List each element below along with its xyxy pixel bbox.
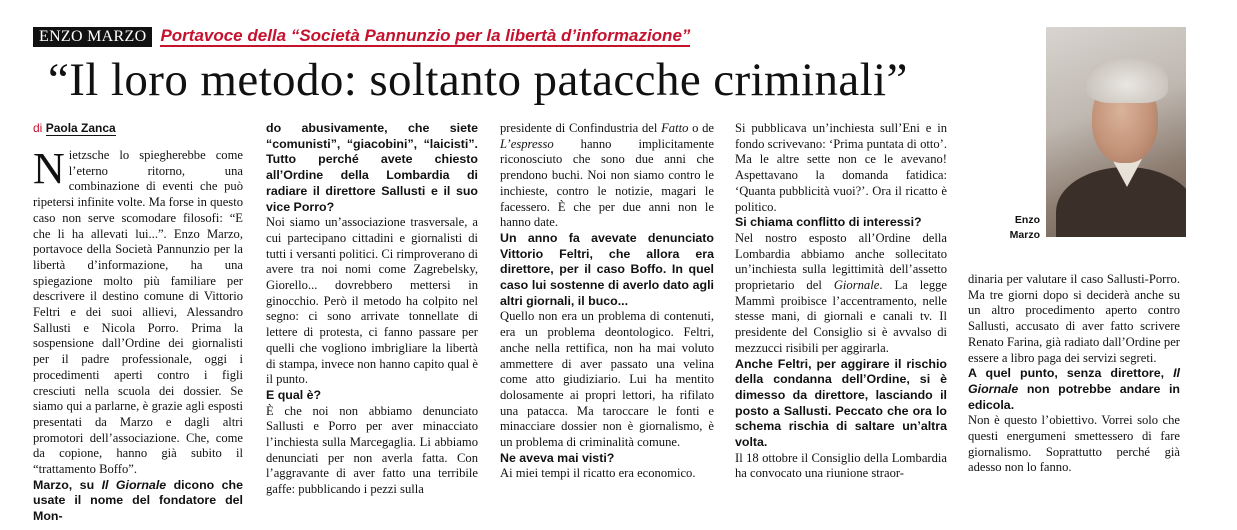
question: do abusivamente, che siete “comunisti”, “giacobini”, “laicisti”. Tutto perché avete chiesto all’Ordine della Lombardia di radiare il direttore Sallusti e il suo vice Porro? xyxy=(266,121,478,214)
question: Un anno fa avevate denunciato Vittorio Feltri, che allora era direttore, per il caso Boffo. In quel caso lui sostenne di averlo dato agli altri giornali, il buco... xyxy=(500,230,714,308)
answer: dinaria per valutare il caso Sallusti-Porro. Ma tre giorni dopo si deciderà anche su un altro procedimento aperto contro Sallusti, accusato di aver fatto scrivere Renato Farina, già radiato dall’Ordine per essere a libro paga dei servizi segreti. xyxy=(968,272,1180,365)
answer: presidente di Confindustria del Fatto o de L’espresso hanno implicitamente riconosciuto che sono due anni che prendono buchi. Noi non siamo contro le inchieste, contro le notizie, magari le facessero. È che per due anni non le hanno date. xyxy=(500,121,714,230)
article-column-2 xyxy=(266,121,478,498)
article-column-5 xyxy=(968,272,1180,476)
question: Marzo, su Il Giornale dicono che usate il nome del fondatore del Mon- xyxy=(33,477,243,524)
answer: Noi siamo un’associazione trasversale, a cui partecipano cittadini e giornalisti di tutti i versanti politici. Ci rimproverano di avere tra noi nomi come Zagrebelsky, Giorello... dovrebbero mettersi in ginocchio. Però il metodo ha colpito nel segno: ci sono arrivate tonnellate di lettere di protesta, ci fanno passare per quelli che vogliono imbrigliare la libertà di stampa, invece non hanno capito qual è il punto. xyxy=(266,215,478,387)
question: E qual è? xyxy=(266,387,322,402)
answer: Si pubblicava un’inchiesta sull’Eni e in fondo scrivevano: ‘Prima puntata di otto’. Ma le altre sette non ce le avevano! Aspettavano la domanda fatidica: ‘Quanta pubblicità vuoi?’. Ora il ricatto è politico. xyxy=(735,121,947,214)
answer: È che noi non abbiamo denunciato Sallusti e Porro per aver minacciato l’inchiesta sulla Marcegaglia. Li abbiamo denunciati per non averla fatta. Con l’aggravante di aver fatto una terribile gaffe: pubblicando i pezzi sulla xyxy=(266,403,478,497)
article-column-3 xyxy=(500,121,714,482)
photo-caption xyxy=(990,213,1040,243)
byline-prefix: di xyxy=(33,121,43,135)
newspaper-name: Il Giornale xyxy=(968,366,1180,396)
answer: Il 18 ottobre il Consiglio della Lombardia ha convocato una riunione straor- xyxy=(735,450,947,481)
newspaper-name: Il Giornale xyxy=(101,477,167,492)
article-column-4 xyxy=(735,121,947,482)
question: Si chiama conflitto di interessi? xyxy=(735,215,922,230)
headline: “Il loro metodo: soltanto patacche criminali” xyxy=(48,54,908,106)
byline-author: Paola Zanca xyxy=(45,121,116,135)
paragraph-text: ietzsche lo spiegherebbe come l’eterno ritorno, una combinazione di eventi che può ripetersi infinite volte. Ma forse in questo caso non serve scomodare filosofi: “E che li ha allevati lui...”. Enzo Marzo, portavoce della Società Pannunzio per la libertà d’informazione, ha una spiegazione molto più familiare per descrivere il destino comune di Vittorio Feltri e dei suoi allievi, Alessandro Sallusti e Nicola Porro. Prima la sospensione dall’Ordine dei giornalisti per il padre professionale, oggi i procedimenti aperti contro i figli cresciuti nella scuola dei dossier. Se siamo qui a parlarne, è grazie agli esposti presentati da Marzo e dagli altri promotori dell’associazione. Che, come da copione, hanno già subito il “trattamento Boffo”. xyxy=(33,148,243,477)
answer: Non è questo l’obiettivo. Vorrei solo che questi energumeni smettessero di fare giornalismo. Soprattutto perché già adesso non lo fanno. xyxy=(968,413,1180,475)
answer: Ai miei tempi il ricatto era economico. xyxy=(500,466,696,481)
photo-shoulders xyxy=(1056,167,1186,237)
byline xyxy=(33,121,116,135)
photo-hair xyxy=(1086,57,1168,103)
newspaper-name: Fatto xyxy=(661,121,689,135)
drop-cap: N xyxy=(33,144,65,193)
portrait-photo xyxy=(1046,27,1186,237)
answer: Nel nostro esposto all’Ordine della Lombardia abbiamo anche sollecitato un’inchiesta sulla legittimità dell’assetto proprietario del Giornale. La legge Mammì proibisce l’accentramento, nelle stesse mani, di giornali e canali tv. Il presidente del Consiglio si è avvalso di mezzucci risibili per aggirarla. xyxy=(735,230,947,355)
magazine-name: L’espresso xyxy=(500,136,554,151)
question: A quel punto, senza direttore, Il Giornale non potrebbe andare in edicola. xyxy=(968,366,1180,412)
caption-last-name: Marzo xyxy=(1009,229,1040,241)
kicker xyxy=(33,26,690,47)
answer: Quello non era un problema di contenuti, era un problema deontologico. Feltri, anche nella rettifica, non ha mai voluto ammettere di aver passato una velina come atto giudiziario. Lui ha mentito dolosamente ai propri lettori, ha rifilato una patacca. Ma taroccare le fonti e minacciare dossier non è giornalismo, è un problema di criminalità comune. xyxy=(500,309,714,450)
caption-first-name: Enzo xyxy=(1014,214,1040,226)
question: Ne aveva mai visti? xyxy=(500,450,615,465)
article-column-1 xyxy=(33,144,243,525)
interviewee-role: Portavoce della “Società Pannunzio per la libertà d’informazione” xyxy=(160,26,691,45)
newspaper-name: Giornale xyxy=(833,278,880,293)
interviewee-name-label: ENZO MARZO xyxy=(33,27,152,47)
question: Anche Feltri, per aggirare il rischio della condanna dell’Ordine, si è dimesso da direttore, lasciando il posto a Sallusti. Peccato che ora lo schema rischia di saltare un’altra volta. xyxy=(735,356,947,450)
paragraph xyxy=(33,144,243,478)
